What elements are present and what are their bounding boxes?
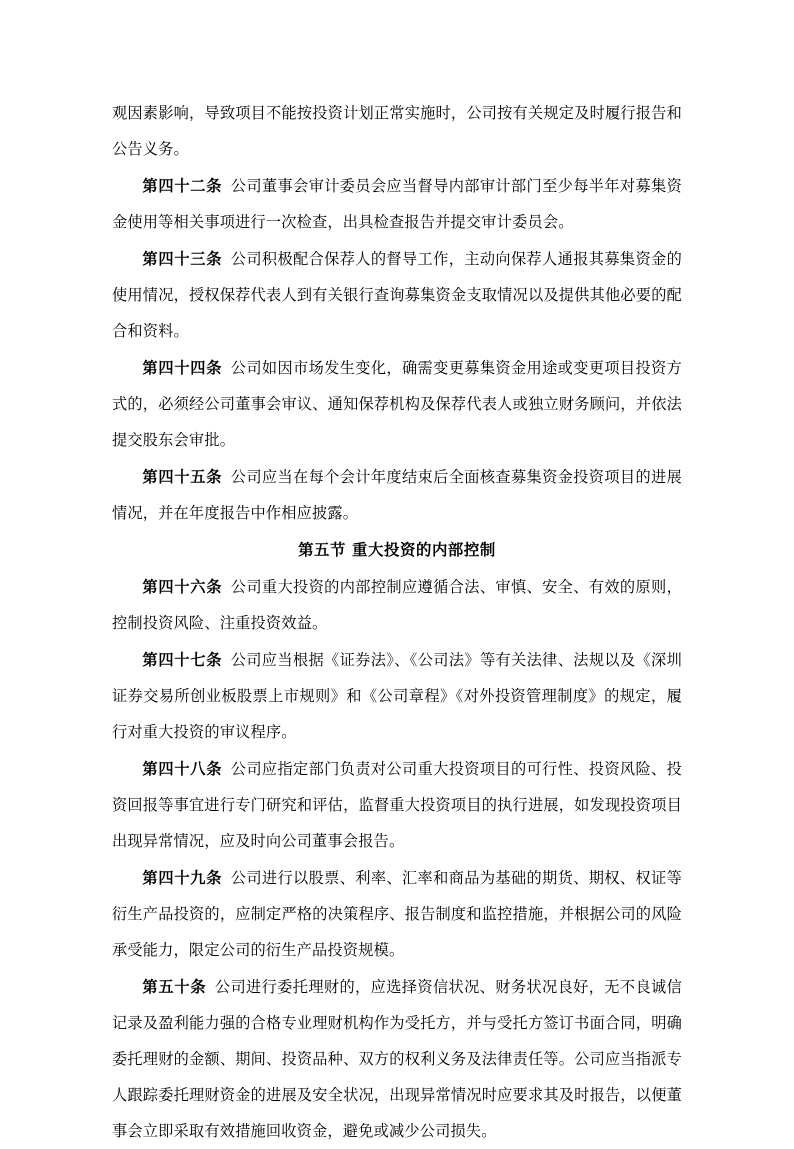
- article-paragraph: [112, 751, 682, 859]
- paragraph-continuation: [112, 95, 682, 167]
- article-paragraph: [112, 642, 682, 750]
- article-number: 第四十三条: [142, 250, 223, 268]
- paragraph-text: 公司应指定部门负责对公司重大投资项目的可行性、投资风险、投资回报等事宜进行专门研究和评估，监督重大投资项目的执行进展，如发现投资项目出现异常情况，应及时向公司董事会报告。: [112, 760, 683, 850]
- article-paragraph: [112, 969, 682, 1149]
- article-number: 第四十六条: [142, 578, 223, 596]
- article-paragraph: [112, 241, 682, 349]
- article-number: 第四十二条: [142, 177, 223, 195]
- paragraph-text: 公司进行委托理财的，应选择资信状况、财务状况良好，无不良诚信记录及盈利能力强的合格专业理财机构作为受托方，并与受托方签订书面合同，明确委托理财的金额、期间、投资品种、双方的权利义务及法律责任等。公司应当指派专人跟踪委托理财资金的进展及安全状况，出现异常情况时应要求其及时报告，以便董事会立即采取有效措施回收资金，避免或减少公司损失。: [112, 978, 683, 1140]
- article-paragraph: [112, 459, 682, 531]
- paragraph-text: 公司重大投资的内部控制应遵循合法、审慎、安全、有效的原则，控制投资风险、注重投资效益。: [112, 578, 683, 632]
- article-paragraph: [112, 168, 682, 240]
- article-number: 第四十八条: [142, 760, 223, 778]
- article-number: 第四十九条: [142, 869, 223, 887]
- paragraph-text: 公司应当根据《证券法》、《公司法》等有关法律、法规以及《深圳证券交易所创业板股票上市规则》和《公司章程》《对外投资管理制度》的规定，履行对重大投资的审议程序。: [112, 651, 682, 741]
- article-number: 第五十条: [142, 978, 207, 996]
- article-paragraph: [112, 569, 682, 641]
- paragraph-text: 公司积极配合保荐人的督导工作，主动向保荐人通报其募集资金的使用情况，授权保荐代表人到有关银行查询募集资金支取情况以及提供其他必要的配合和资料。: [112, 250, 683, 340]
- paragraph-text: 观因素影响，导致项目不能按投资计划正常实施时，公司按有关规定及时履行报告和公告义务。: [112, 104, 682, 158]
- paragraph-text: 公司应当在每个会计年度结束后全面核查募集资金投资项目的进展情况，并在年度报告中作相应披露。: [112, 468, 683, 522]
- article-paragraph: [112, 860, 682, 968]
- paragraph-text: 公司进行以股票、利率、汇率和商品为基础的期货、期权、权证等衍生产品投资的，应制定严格的决策程序、报告制度和监控措施，并根据公司的风险承受能力，限定公司的衍生产品投资规模。: [112, 869, 683, 959]
- paragraph-text: 公司董事会审计委员会应当督导内部审计部门至少每半年对募集资金使用等相关事项进行一次检查，出具检查报告并提交审计委员会。: [112, 177, 683, 231]
- article-number: 第四十七条: [142, 651, 223, 669]
- article-paragraph: [112, 350, 682, 458]
- article-number: 第四十四条: [142, 359, 223, 377]
- paragraph-text: 公司如因市场发生变化，确需变更募集资金用途或变更项目投资方式的，必须经公司董事会审议、通知保荐机构及保荐代表人或独立财务顾问，并依法提交股东会审批。: [112, 359, 683, 449]
- section-heading: 第五节 重大投资的内部控制: [298, 541, 496, 559]
- document-body: [112, 95, 682, 1149]
- article-number: 第四十五条: [142, 468, 223, 486]
